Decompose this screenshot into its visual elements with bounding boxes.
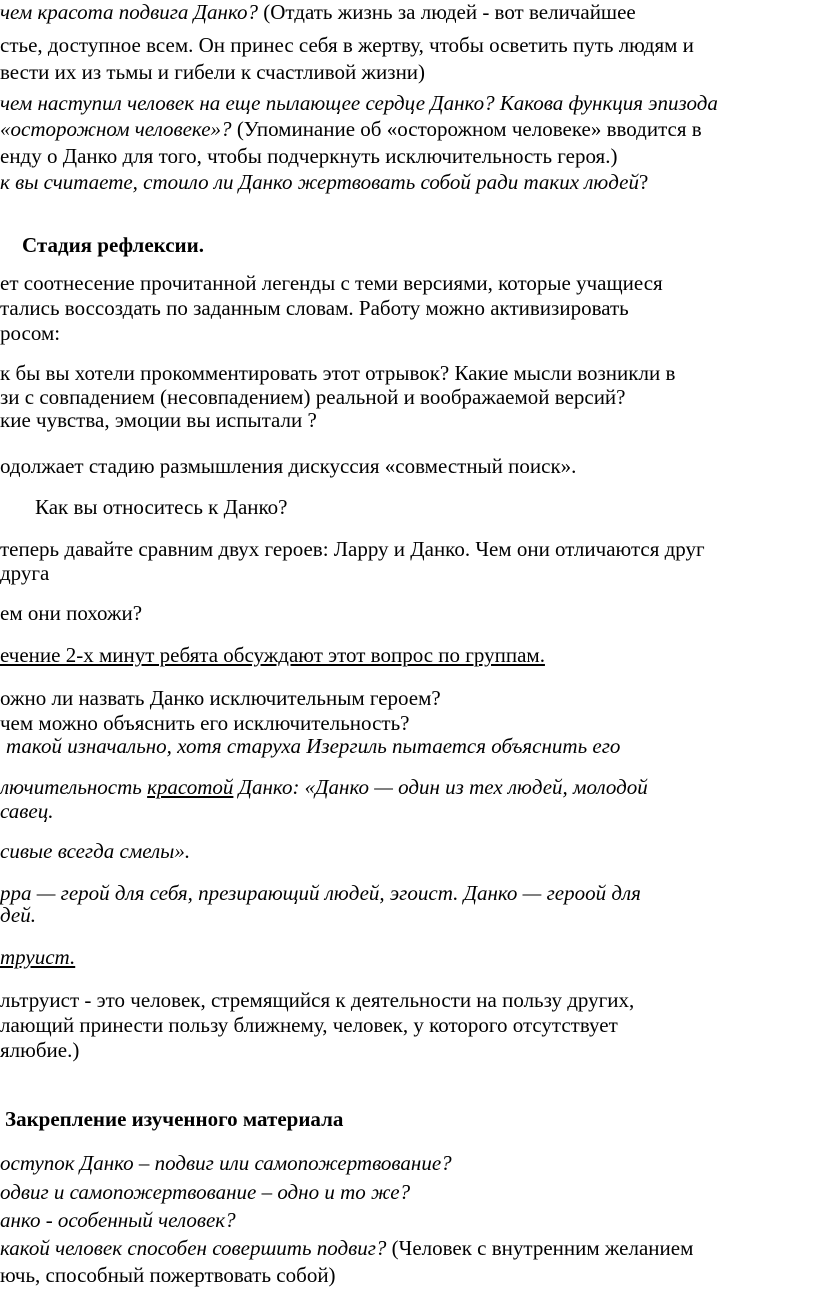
answer-text: (Человек с внутренним желанием (386, 1236, 694, 1260)
paragraph-line: ет соотнесение прочитанной легенды с теми версиями, которые учащиеся (0, 271, 663, 295)
paragraph-line: Как вы относитесь к Данко? (35, 495, 288, 519)
text-fragment: Данко: «Данко — один из тех людей, молодой (233, 775, 648, 799)
paragraph-line: ялюбие.) (0, 1038, 80, 1062)
question-mark: ? (638, 170, 649, 194)
paragraph-line: росом: (0, 321, 61, 345)
text-fragment-underlined: красотой (147, 775, 234, 799)
section-heading-reflection: Стадия рефлексии. (22, 233, 205, 257)
paragraph-line: льтруист - это человек, стремящийся к деятельности на пользу других, (0, 988, 635, 1012)
answer-line: вести их из тьмы и гибели к счастливой жизни) (0, 60, 426, 84)
paragraph-line-underlined: труист. (0, 945, 76, 969)
paragraph-line (0, 777, 648, 798)
paragraph-line: теперь давайте сравним двух героев: Ларру и Данко. Чем они отличаются друг (0, 537, 705, 561)
question-text: какой человек способен совершить подвиг? (0, 1236, 387, 1260)
question-text: «осторожном человеке»? (0, 117, 232, 141)
answer-line: ючь, способный пожертвовать собой) (0, 1263, 336, 1287)
paragraph-line: лающий принести пользу ближнему, человек, у которого отсутствует (0, 1013, 618, 1037)
paragraph-line: зи с совпадением (несовпадением) реальной и воображаемой версий? (0, 385, 626, 409)
paragraph-line: дей. (0, 903, 36, 927)
question-text: чем красота подвига Данко? (0, 0, 258, 24)
answer-text: (Упоминание об «осторожном человеке» вводится в (231, 117, 702, 141)
paragraph-line: одолжает стадию размышления дискуссия «совместный поиск». (0, 454, 577, 478)
question-line (0, 172, 648, 193)
answer-line: стье, доступное всем. Он принес себя в жертву, чтобы осветить путь людям и (0, 33, 694, 57)
paragraph-line: ем они похожи? (0, 601, 143, 625)
paragraph-line-underlined: ечение 2-х минут ребята обсуждают этот вопрос по группам. (0, 643, 545, 667)
question-text: к вы считаете, стоило ли Данко жертвовать собой ради таких людей (0, 170, 639, 194)
question-line: одвиг и самопожертвование – одно и то же? (0, 1180, 411, 1204)
question-line (0, 119, 702, 140)
paragraph-line: такой изначально, хотя старуха Изергиль пытается объяснить его (6, 734, 621, 758)
paragraph-line: ожно ли назвать Данко исключительным героем? (0, 686, 441, 710)
paragraph-line: кие чувства, эмоции вы испытали ? (0, 408, 317, 432)
paragraph-line: тались воссоздать по заданным словам. Работу можно активизировать (0, 296, 629, 320)
answer-line: енду о Данко для того, чтобы подчеркнуть исключительность героя.) (0, 144, 618, 168)
paragraph-line: рра — герой для себя, презирающий людей, эгоист. Данко — героой для (0, 881, 641, 905)
paragraph-line: чем можно объяснить его исключительность? (0, 711, 410, 735)
question-line: чем наступил человек на еще пылающее сердце Данко? Какова функция эпизода (0, 91, 718, 115)
section-heading-consolidation: Закрепление изученного материала (5, 1107, 344, 1131)
paragraph-line: друга (0, 561, 50, 585)
text-fragment: лючительность (0, 775, 148, 799)
question-line: анко - особенный человек? (0, 1208, 236, 1232)
question-line: оступок Данко – подвиг или самопожертвование? (0, 1151, 452, 1175)
question-line (0, 2, 636, 23)
paragraph-line: сивые всегда смелы». (0, 839, 191, 863)
answer-text: (Отдать жизнь за людей - вот величайшее (257, 0, 636, 24)
question-line (0, 1238, 693, 1259)
paragraph-line: к бы вы хотели прокомментировать этот отрывок? Какие мысли возникли в (0, 361, 676, 385)
paragraph-line: савец. (0, 799, 54, 823)
